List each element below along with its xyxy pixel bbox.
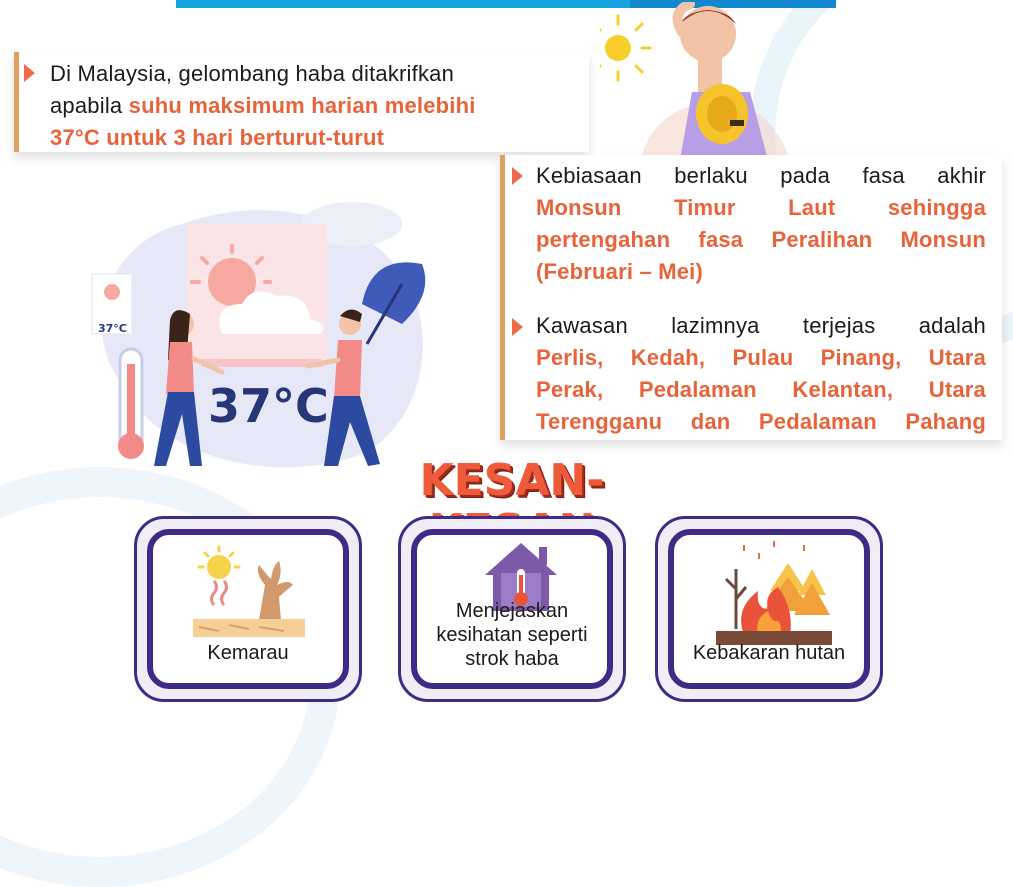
sun-icon xyxy=(600,16,650,80)
definition-line: Di Malaysia, gelombang haba ditakrifkan xyxy=(50,61,455,86)
thermometer-icon xyxy=(118,349,144,459)
person-with-hat-illustration xyxy=(600,2,790,160)
definition-line xyxy=(50,90,550,122)
season-line: pertengahan fasa Peralihan Monsun xyxy=(536,227,986,252)
effect-label: Kemarau xyxy=(207,642,289,664)
areas-line: Kawasan lazimnya terjejas adalah xyxy=(536,313,986,338)
card-inner xyxy=(668,529,870,689)
heatwave-illustration xyxy=(62,184,442,474)
areas-line: Terengganu dan Pedalaman Pahang xyxy=(536,409,986,434)
season-line: Monsun Timur Laut sehingga xyxy=(536,195,986,220)
forest-fire-icon xyxy=(714,539,834,649)
areas-text xyxy=(536,310,986,438)
areas-line: Perlis, Kedah, Pulau Pinang, Utara xyxy=(536,345,986,370)
effect-card-forest-fire xyxy=(655,516,883,702)
card-inner xyxy=(411,529,613,689)
effect-card-drought xyxy=(134,516,362,702)
effect-label-line: Menjejaskan xyxy=(455,600,569,622)
bullet-arrow-icon xyxy=(24,64,35,82)
effects-heading: KESAN- xyxy=(419,455,605,506)
areas-line: Perak, Pedalaman Kelantan, Utara xyxy=(536,377,986,402)
effect-label-line: kesihatan seperti xyxy=(436,624,588,646)
effect-label-line: strok haba xyxy=(465,648,559,670)
drought-icon xyxy=(189,545,309,645)
definition-highlight: 37°C untuk 3 hari berturut-turut xyxy=(50,125,385,150)
definition-plain: apabila xyxy=(50,93,129,118)
effect-label: Kebakaran hutan xyxy=(692,642,846,664)
effect-label xyxy=(417,599,607,671)
effect-card-health xyxy=(398,516,626,702)
season-line: (Februari – Mei) xyxy=(536,259,704,284)
bullet-arrow-icon xyxy=(512,167,523,185)
definition-text xyxy=(50,58,550,154)
definition-highlight: suhu maksimum harian melebihi xyxy=(128,93,476,118)
card-inner xyxy=(147,529,349,689)
season-line: Kebiasaan berlaku pada fasa akhir xyxy=(536,163,986,188)
big-temp-label: 37°C xyxy=(208,379,329,433)
bullet-arrow-icon xyxy=(512,318,523,336)
small-temp-label: 37°C xyxy=(98,322,127,335)
season-text xyxy=(536,160,986,288)
